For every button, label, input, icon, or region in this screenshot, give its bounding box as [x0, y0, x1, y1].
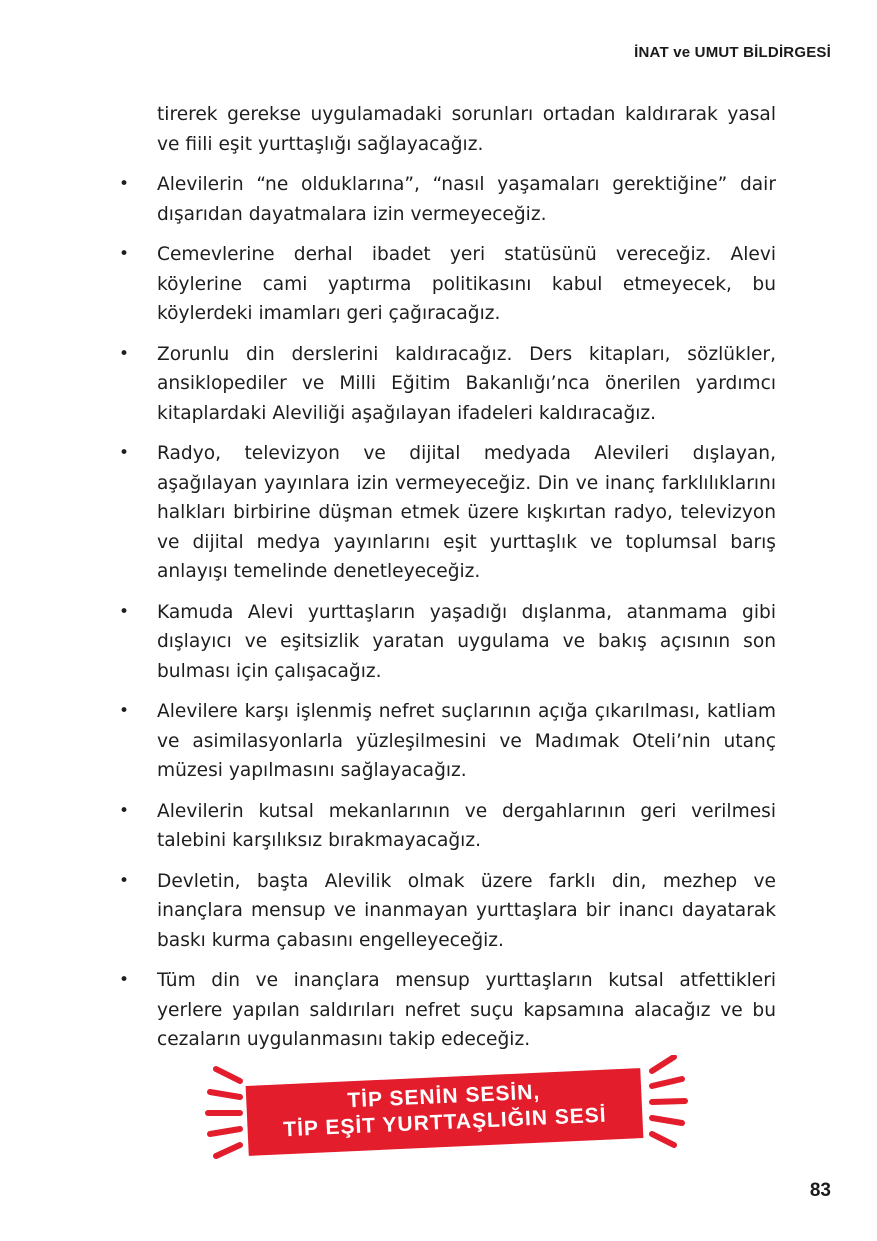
document-body [116, 100, 776, 1055]
slogan-line-2: TİP EŞİT YURTTAŞLIĞIN SESİ [282, 1103, 608, 1142]
list-item [116, 340, 776, 429]
continuation-paragraph: tirerek gerekse uygulamadaki sorunları ortadan kaldırarak yasal ve fiili eşit yurttaşlığı sağlayacağız. [157, 104, 776, 155]
bullet-icon: • [119, 343, 130, 364]
sound-line-left-1 [216, 1069, 240, 1081]
list-item [116, 697, 776, 786]
bullet-icon: • [119, 970, 130, 990]
list-item [116, 598, 776, 687]
slogan-line-1: TİP SENİN SESİN, [346, 1080, 541, 1113]
list-item-text: Devletin, başta Alevilik olmak üzere farklı din, mezhep ve inançlara mensup ve inanmayan yurttaşlara bir inancı dayatarak baskı kurma çabasını engelleyeceğiz. [157, 870, 776, 951]
list-item [116, 240, 776, 329]
list-item [116, 966, 776, 1055]
bullet-icon: • [119, 601, 130, 622]
sound-line-right-2 [652, 1079, 682, 1086]
sound-line-left-4 [210, 1129, 240, 1134]
bullet-list [116, 170, 776, 1055]
sound-line-right-1 [652, 1057, 674, 1071]
list-item [116, 439, 776, 587]
list-item-text: Alevilerin “ne olduklarına”, “nasıl yaşamaları gerektiğine” dair dışarıdan dayatmalara izin vermeyeceğiz. [157, 174, 776, 225]
sound-line-left-5 [216, 1145, 240, 1156]
list-item-text: Cemevlerine derhal ibadet yeri statüsünü vereceğiz. Alevi köylerine cami yaptırma politikasını kabul etmeyecek, bu köylerdeki imamları geri çağıracağız. [157, 244, 776, 324]
page-number: 83 [809, 1180, 831, 1201]
list-item-text: Zorunlu din derslerini kaldıracağız. Ders kitapları, sözlükler, ansiklopediler ve Milli Eğitim Bakanlığı’nca önerilen yardımcı kitaplardaki Aleviliği aşağılayan ifadeleri kaldıracağız. [157, 343, 776, 424]
list-item-text: Radyo, televizyon ve dijital medyada Alevileri dışlayan, aşağılayan yayınlara izin vermeyeceğiz. Din ve inanç farklılıklarını halkları birbirine düşman etmek üzere kışkırtan radyo, televizyon ve dijital medya yayınlarını eşit yurttaşlık ve toplumsal barış anlayışı temelinde denetleyeceğiz. [157, 443, 776, 582]
sound-line-right-5 [652, 1134, 674, 1145]
sound-line-right-4 [652, 1118, 682, 1123]
sound-line-right-3 [652, 1101, 685, 1102]
bullet-icon: • [119, 244, 130, 264]
list-item [116, 797, 776, 856]
slogan-banner [200, 1055, 695, 1175]
list-item-text: Alevilerin kutsal mekanlarının ve dergahlarının geri verilmesi talebini karşılıksız bırakmayacağız. [157, 800, 776, 851]
list-item [116, 170, 776, 229]
bullet-icon: • [119, 174, 130, 194]
list-item [116, 867, 776, 956]
bullet-icon: • [119, 800, 130, 821]
list-item-text: Tüm din ve inançlara mensup yurttaşların kutsal atfettikleri yerlere yapılan saldırıları nefret suçu kapsamına alacağız ve bu cezaların uygulanmasını takip edeceğiz. [157, 970, 776, 1050]
bullet-icon: • [119, 701, 130, 721]
running-header: İNAT ve UMUT BİLDİRGESİ [634, 44, 831, 61]
bullet-icon: • [119, 443, 130, 463]
sound-line-left-2 [210, 1092, 240, 1097]
list-item-text: Kamuda Alevi yurttaşların yaşadığı dışlanma, atanmama gibi dışlayıcı ve eşitsizlik yaratan uygulama ve bakış açısının son bulması için çalışacağız. [157, 601, 776, 682]
bullet-icon: • [119, 870, 130, 891]
list-item-text: Alevilere karşı işlenmiş nefret suçlarının açığa çıkarılması, katliam ve asimilasyonlarla yüzleşilmesini ve Madımak Oteli’nin utanç müzesi yapılmasını sağlayacağız. [157, 701, 776, 781]
